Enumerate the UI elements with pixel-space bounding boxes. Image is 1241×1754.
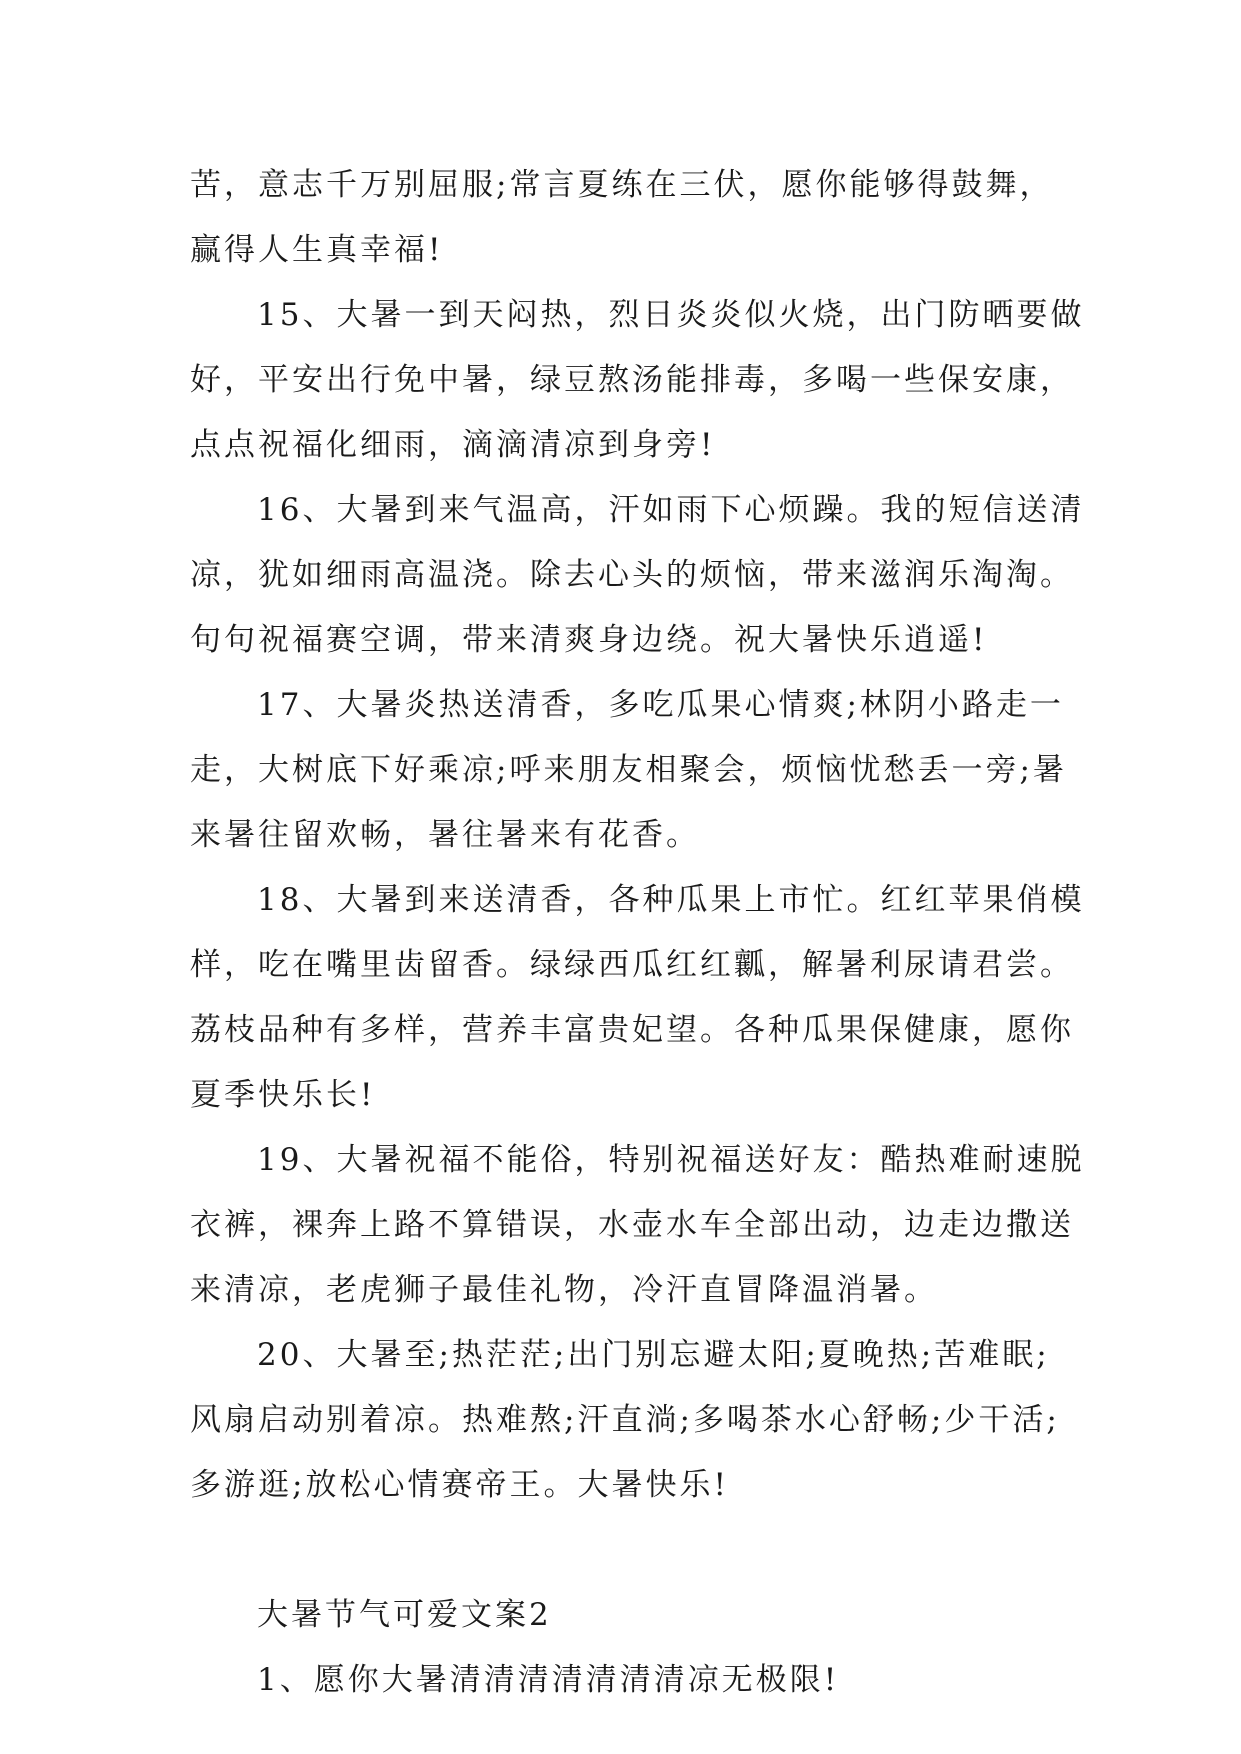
text-line: 多游逛;放松心情赛帝王。大暑快乐! [190,1467,729,1503]
text-line: 凉，犹如细雨高温浇。除去心头的烦恼，带来滋润乐淘淘。 [190,557,1074,593]
item-17-line: 17、大暑炎热送清香，多吃瓜果心情爽;林阴小路走一 [257,687,1064,723]
text-line: 荔枝品种有多样，营养丰富贵妃望。各种瓜果保健康，愿你 [190,1012,1074,1048]
item-15-line: 15、大暑一到天闷热，烈日炎炎似火烧，出门防晒要做 [257,297,1085,333]
text-line: 点点祝福化细雨，滴滴清凉到身旁! [190,427,716,463]
text-line: 来清凉，老虎狮子最佳礼物，冷汗直冒降温消暑。 [190,1272,938,1308]
text-line: 样，吃在嘴里齿留香。绿绿西瓜红红瓤，解暑利尿请君尝。 [190,947,1074,983]
text-line: 走，大树底下好乘凉;呼来朋友相聚会，烦恼忧愁丢一旁;暑 [190,752,1067,788]
text-line: 衣裤，裸奔上路不算错误，水壶水车全部出动，边走边撒送 [190,1207,1074,1243]
section-gap [190,1526,1070,1591]
item-16-line: 16、大暑到来气温高，汗如雨下心烦躁。我的短信送清 [257,492,1085,528]
text-line: 来暑往留欢畅，暑往暑来有花香。 [190,817,700,853]
item-20-line: 20、大暑至;热茫茫;出门别忘避太阳;夏晚热;苦难眠; [257,1337,1050,1373]
text-line: 苦，意志千万别屈服;常言夏练在三伏，愿你能够得鼓舞， [190,167,1054,203]
text-line: 赢得人生真幸福! [190,232,444,268]
item-19-line: 19、大暑祝福不能俗，特别祝福送好友：酷热难耐速脱 [257,1142,1085,1178]
text-line: 句句祝福赛空调，带来清爽身边绕。祝大暑快乐逍遥! [190,622,988,658]
text-line: 夏季快乐长! [190,1077,376,1113]
section-title: 大暑节气可爱文案2 [257,1597,552,1633]
section-item-1-line: 1、愿你大暑清清清清清清清凉无极限! [257,1662,840,1698]
document-body [190,161,1085,1721]
text-line: 好，平安出行免中暑，绿豆熬汤能排毒，多喝一些保安康， [190,362,1074,398]
item-18-line: 18、大暑到来送清香，各种瓜果上市忙。红红苹果俏模 [257,882,1085,918]
text-line: 风扇启动别着凉。热难熬;汗直淌;多喝茶水心舒畅;少干活; [190,1402,1060,1438]
